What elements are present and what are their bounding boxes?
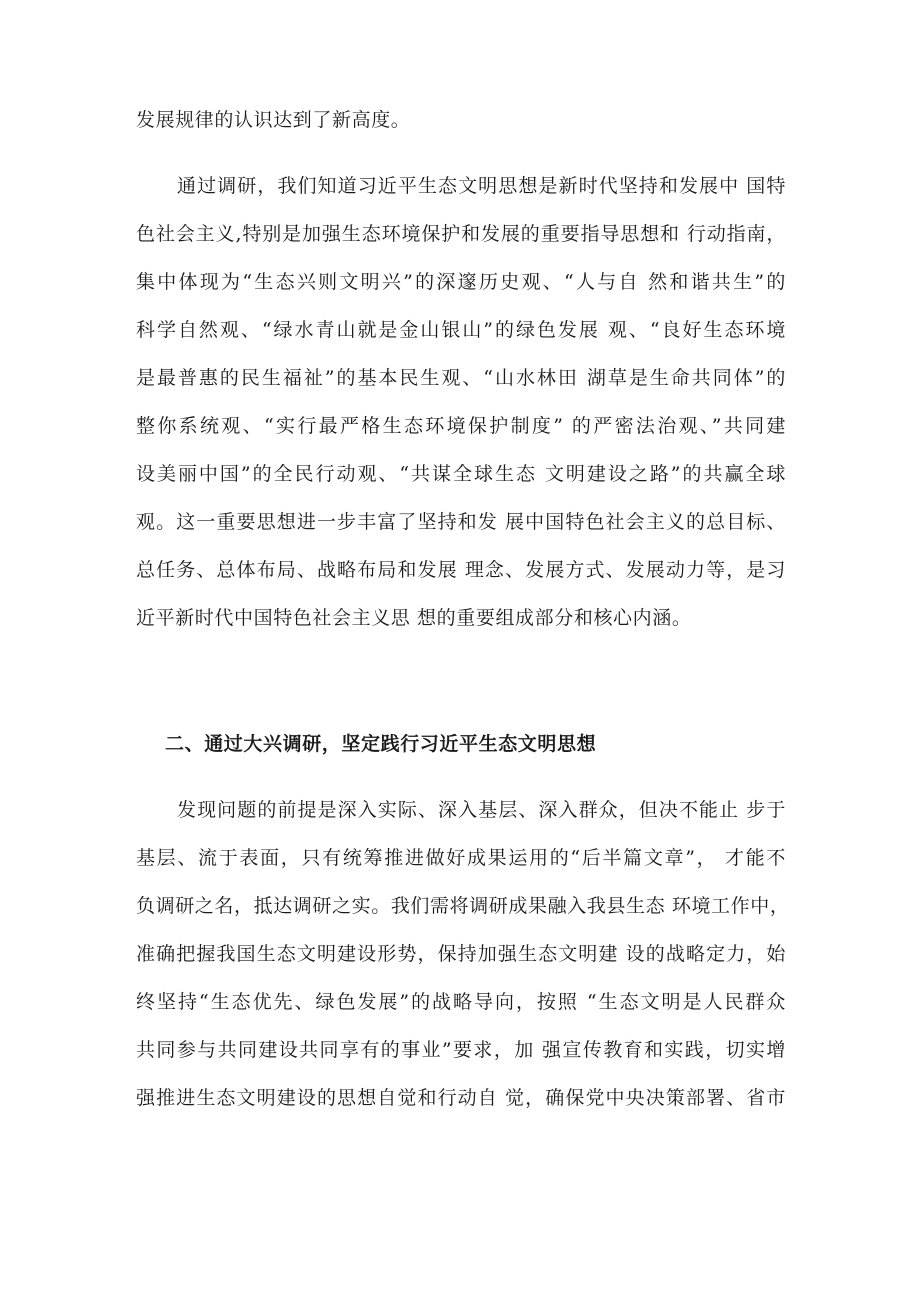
paragraph-line: 集中体现为“生态兴则文明兴”的深邃历史观、“人与自 然和谐共生”的 <box>136 271 786 293</box>
paragraph-line: 负调研之名，抵达调研之实。我们需将调研成果融入我县生态 环境工作中， <box>136 895 790 917</box>
paragraph-line: 色社会主义,特别是加强生态环境保护和发展的重要指导思想和 行动指南， <box>136 223 786 245</box>
paragraph-line: 观。这一重要思想进一步丰富了坚持和发 展中国特色社会主义的总目标、 <box>136 511 786 533</box>
paragraph-line: 通过调研，我们知道习近平生态文明思想是新时代坚持和发展中 国特 <box>177 175 786 197</box>
paragraph-line: 基层、流于表面，只有统筹推进做好成果运用的“后半篇文章”， 才能不 <box>136 847 786 869</box>
paragraph-line: 总任务、总体布局、战略布局和发展 理念、发展方式、发展动力等，是习 <box>136 559 786 581</box>
paragraph-line: 科学自然观、“绿水青山就是金山银山”的绿色发展 观、“良好生态环境 <box>136 319 786 341</box>
paragraph-line: 强推进生态文明建设的思想自觉和行动自 觉，确保党中央决策部署、省市 <box>136 1087 786 1109</box>
paragraph-line: 近平新时代中国特色社会主义思 想的重要组成部分和核心内涵。 <box>136 607 692 629</box>
paragraph-line: 终坚持“生态优先、绿色发展”的战略导向，按照 “生态文明是人民群众 <box>136 991 786 1013</box>
paragraph-line: 共同参与共同建设共同享有的事业”要求，加 强宣传教育和实践，切实增 <box>136 1039 786 1061</box>
paragraph-line: 设美丽中国”的全民行动观、“共谋全球生态 文明建设之路”的共赢全球 <box>136 463 786 485</box>
paragraph-line: 是最普惠的民生福祉”的基本民生观、“山水林田 湖草是生命共同体”的 <box>136 367 786 389</box>
paragraph-line: 准确把握我国生态文明建设形势，保持加强生态文明建 设的战略定力，始 <box>136 943 786 965</box>
paragraph-line: 发展规律的认识达到了新高度。 <box>136 109 411 131</box>
section-heading: 二、通过大兴调研，坚定践行习近平生态文明思想 <box>165 733 597 755</box>
paragraph-line: 发现问题的前提是深入实际、深入基层、深入群众，但决不能止 步于 <box>177 799 786 821</box>
paragraph-line: 整你系统观、“实行最严格生态环境保护制度” 的严密法治观、”共同建 <box>136 415 786 437</box>
